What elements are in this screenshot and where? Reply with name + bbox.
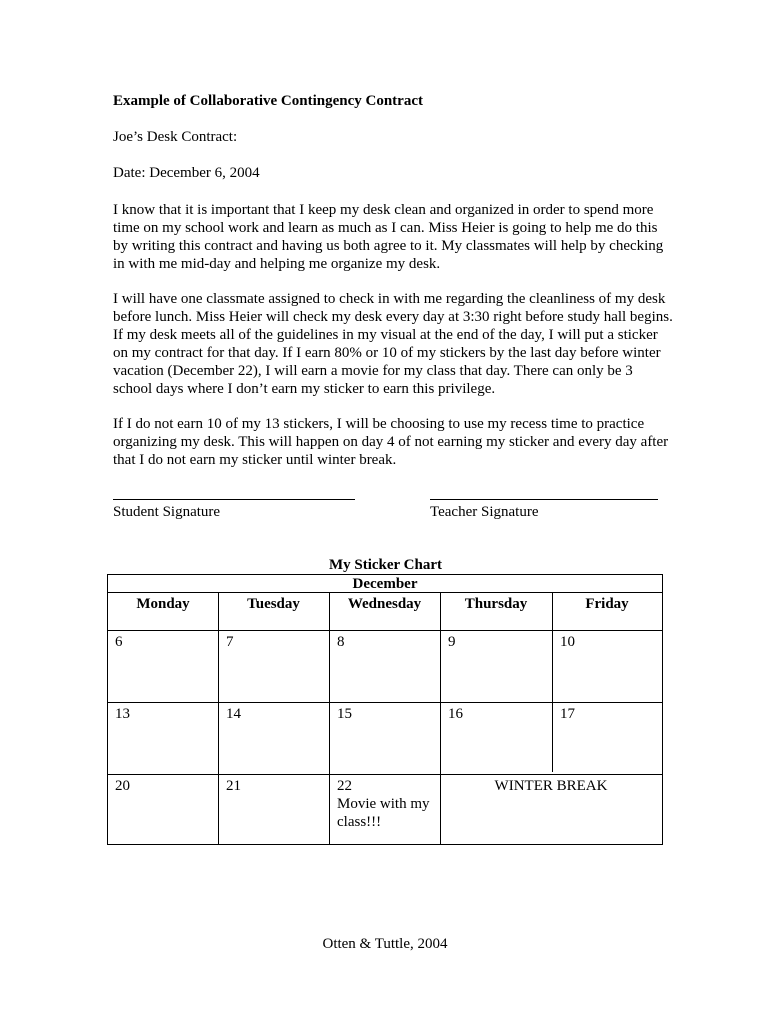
paragraph-consequence: If I do not earn 10 of my 13 stickers, I will be choosing to use my recess time to practice organizing my desk. This will happen on day 4 of not earning my sticker and every day after that I do not earn my sticker until winter break.: [113, 416, 669, 468]
contract-name: Joe’s Desk Contract:: [113, 129, 238, 145]
winter-break-label: WINTER BREAK: [494, 778, 608, 794]
calendar-month: December: [108, 575, 662, 593]
student-signature-line[interactable]: [113, 499, 355, 500]
calendar-day[interactable]: 10: [560, 634, 575, 650]
day-header-friday: Friday: [585, 596, 629, 612]
calendar-day[interactable]: 21: [226, 778, 241, 794]
day-header-thursday: Thursday: [464, 596, 528, 612]
column-divider: [552, 593, 553, 772]
row-divider: [108, 630, 662, 631]
calendar-day[interactable]: 14: [226, 706, 241, 722]
row-divider: [108, 774, 662, 775]
day-header-wednesday: Wednesday: [347, 596, 422, 612]
sticker-chart-title: My Sticker Chart: [328, 557, 443, 573]
paragraph-terms: I will have one classmate assigned to check in with me regarding the cleanliness of my desk before lunch. Miss Heier will check my desk every day at 3:30 right before study hall begins. If my desk meets all of the guidelines in my visual at the end of the day, I will put a sticker on my contract for that day. If I earn 80% or 10 of my stickers by the last day before winter vacation (December 22), I will earn a movie for my class that day. There can only be 3 school days where I don’t earn my sticker to earn this privilege.: [113, 291, 673, 397]
calendar-day[interactable]: 20: [115, 778, 130, 794]
calendar-day[interactable]: 16: [448, 706, 463, 722]
teacher-signature-label: Teacher Signature: [430, 504, 539, 520]
calendar-day[interactable]: 17: [560, 706, 575, 722]
paragraph-intro: I know that it is important that I keep my desk clean and organized in order to spend more time on my school work and learn as much as I can. Miss Heier is going to help me do this by writing this contract and having us both agree to it. My classmates will help by checking in with me mid-day and helping me organize my desk.: [113, 202, 664, 272]
calendar-day[interactable]: 9: [448, 634, 456, 650]
day-header-monday: Monday: [136, 596, 190, 612]
movie-note: Movie with my class!!!: [337, 796, 430, 830]
calendar-day[interactable]: 22: [337, 778, 352, 794]
calendar-day[interactable]: 15: [337, 706, 352, 722]
calendar-day[interactable]: 6: [115, 634, 123, 650]
calendar-day[interactable]: 8: [337, 634, 345, 650]
sticker-calendar: [107, 574, 663, 845]
date-line: Date: December 6, 2004: [113, 165, 260, 181]
calendar-day[interactable]: 13: [115, 706, 130, 722]
document-title: Example of Collaborative Contingency Contract: [113, 93, 423, 109]
teacher-signature-line[interactable]: [430, 499, 658, 500]
row-divider: [108, 702, 662, 703]
footer-citation: Otten & Tuttle, 2004: [322, 936, 448, 952]
student-signature-label: Student Signature: [113, 504, 221, 520]
calendar-day[interactable]: 7: [226, 634, 234, 650]
day-header-tuesday: Tuesday: [247, 596, 300, 612]
